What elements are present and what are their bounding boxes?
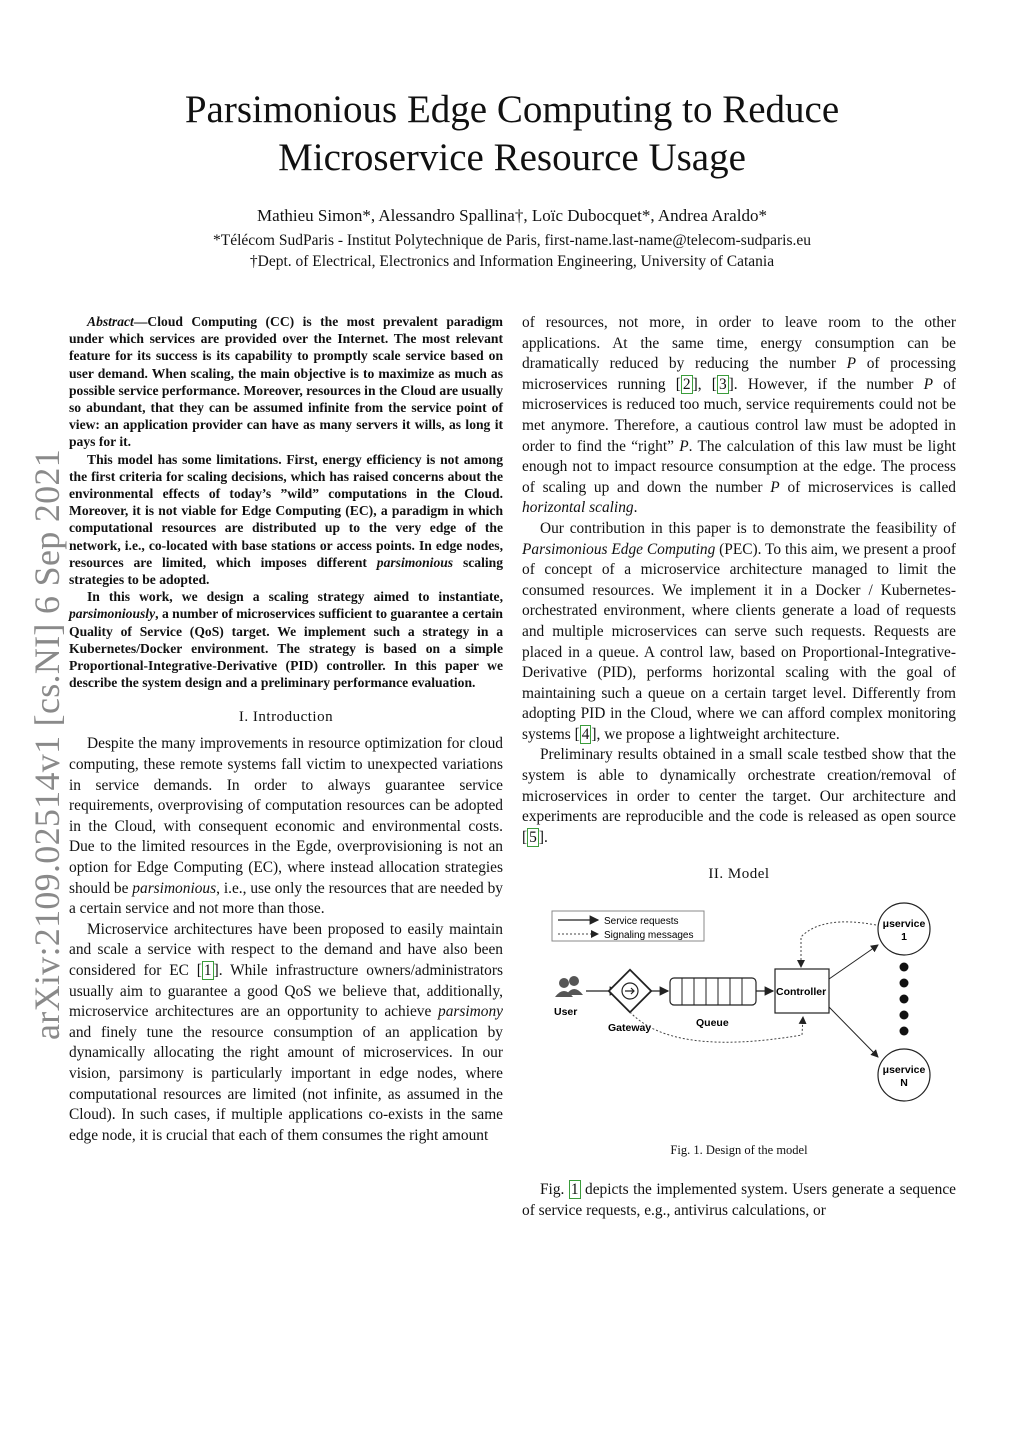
- abstract-p3-a: In this work, we design a scaling strategy aimed to instantiate,: [87, 589, 503, 605]
- gateway-label: Gateway: [608, 1022, 652, 1035]
- abstract-p3-b: , a number of microservices sufficient to guarantee a certain Quality of Service (QoS) target. We implement such a strategy in a Kubernetes/Docker environment. The strategy is based on a simple Proportional-Integrative-Derivative (PID) controller. In this paper we describe the system design and a preliminary performance evaluation.: [69, 606, 503, 691]
- figure-1-caption: Fig. 1. Design of the model: [670, 1143, 808, 1158]
- intro-p4-a: Preliminary results obtained in a small scale testbed show that the system is able to dynamically orchestrate creation/removal of microservices in order to center the target. Our architecture and experiments are reproducible and the code is released as open source [: [522, 746, 956, 846]
- intro-right-body: [522, 313, 956, 848]
- model-diagram-svg: [522, 897, 956, 1137]
- intro-cont-f: . The calculation of this law must be light enough not to impact resource consumption at the edge. The process of scaling up and down the number: [522, 437, 956, 496]
- abstract-p2-em: parsimonious: [376, 554, 454, 570]
- intro-p3-a: Our contribution in this paper is to demonstrate the feasibility of: [540, 519, 956, 537]
- ellipsis-dot: [900, 1027, 909, 1036]
- arrow-controller-service-n: [829, 1007, 878, 1057]
- model-body: [522, 1180, 956, 1221]
- var-p: P: [679, 437, 689, 455]
- figure-1-link[interactable]: 1: [570, 1181, 579, 1199]
- service-1-index: 1: [901, 931, 907, 944]
- abstract-p2-b: scaling strategies to be adopted.: [69, 554, 503, 588]
- intro-cont-em: horizontal scaling: [522, 499, 634, 517]
- intro-p3-b: (PEC). To this aim, we present a proof of concept of a microservice architecture managed to limit the consumed resources. We implement it in a Docker / Kubernetes-orchestrated environment, where clients generate a load of requests and multiple microservices can serve such requests. Requests are placed in a queue. A control law, based on Proportional-Integrative-Derivative (PID), performs horizontal scaling with the goal of maintaining such a queue on a certain target level. Differently from adopting PID in the Cloud, where we can afford complex monitoring systems [: [522, 540, 956, 743]
- citation-4-link[interactable]: 4: [581, 725, 590, 743]
- intro-p2-c: and finely tune the resource consumption of an application by dynamically allocating the right amount of microservices. In our vision, parsimony is particularly important in edge nodes, where computational resources are limited (not infinite, as assumed in the Cloud). In such cases, if multiple applications co-exists in the same edge node, it is crucial that each of them consumes the right amount: [69, 1023, 503, 1144]
- intro-cont-h: .: [633, 499, 638, 517]
- queue-icon: [670, 978, 756, 1005]
- intro-cont-d: ]. However, if the number: [728, 375, 924, 393]
- right-column: [522, 313, 956, 1222]
- queue-label: Queue: [696, 1017, 729, 1030]
- abstract-p2-a: This model has some limitations. First, energy efficiency is not among the first criteria for scaling decisions, which has raised concerns about the environmental effects of today’s ”wild” computations in the Cloud. Moreover, it is not viable for Edge Computing (EC), a paradigm in which computational resources are distributed up to the very edge of the network, i.e., co-located with base stations or access points. In edge nodes, resources are limited, which imposes different: [69, 451, 503, 570]
- signal-service-controller: [801, 922, 876, 967]
- controller-label: Controller: [776, 986, 827, 999]
- affiliation-2: †Dept. of Electrical, Electronics and Information Engineering, University of Catania: [249, 253, 775, 270]
- legend-signaling: Signaling messages: [604, 930, 694, 942]
- intro-cont-g: of microservices is called: [779, 478, 956, 496]
- var-p: P: [923, 375, 933, 393]
- affiliation-1: *Télécom SudParis - Institut Polytechnique de Paris, first-name.last-name@telecom-sudparis.eu: [213, 232, 811, 249]
- intro-p2-a: Microservice architectures have been proposed to easily maintain and scale a service with respect to the demand and have also been considered for EC [: [69, 920, 503, 979]
- model-p1-b: depicts the implemented system. Users generate a sequence of service requests, e.g., antivirus calculations, or: [522, 1181, 956, 1220]
- intro-p1-em: parsimonious: [132, 879, 217, 897]
- abstract-label: Abstract: [87, 314, 134, 329]
- user-icon: [555, 976, 583, 997]
- intro-left-body: [69, 734, 503, 1146]
- service-n-label: μservice: [882, 1064, 926, 1077]
- intro-p1-a: Despite the many improvements in resource optimization for cloud computing, these remote systems fall victim to unexpected variations in service demands. In order to always guarantee service requirements, overprovising of computation resources can be adopted in the Cloud, with consequent economic and environmental costs. Due to the limited resources in the Egde, overprovisioning is not an option for Edge Computing (EC), where instead allocation strategies should be: [69, 735, 503, 897]
- ellipsis-dot: [900, 963, 909, 972]
- abstract-p3-em: parsimoniously: [69, 606, 156, 622]
- citation-3-link[interactable]: 3: [718, 375, 727, 393]
- citation-1-link[interactable]: 1: [203, 962, 212, 979]
- gateway-icon: [609, 970, 651, 1012]
- section-heading-introduction: I. Introduction: [238, 709, 334, 726]
- intro-p3-em: Parsimonious Edge Computing: [522, 540, 716, 558]
- var-p: P: [846, 355, 857, 373]
- intro-cont-c: ], [: [692, 375, 717, 393]
- intro-p2-em: parsimony: [438, 1003, 503, 1021]
- arrow-controller-service-1: [829, 945, 878, 979]
- legend-service-requests: Service requests: [604, 916, 679, 928]
- title-line-2: Microservice Resource Usage: [278, 136, 746, 179]
- figure-1-diagram: [522, 897, 956, 1137]
- intro-cont-e: of microservices is reduced too much, service requirements could not be met anymore. Therefore, a cautious control law must be adopted in order to find the “right”: [522, 375, 957, 455]
- abstract-p1: Cloud Computing (CC) is the most prevalent paradigm under which services are provided over the Internet. The most relevant feature for its success is its capability to promptly scale service based on user demand. When scaling, the main objective is to maximize as much as possible service performance. Moreover, resources in the Cloud are usually so abundant, that they can be assumed infinite from the service point of view: an application provider can have as many servers it wills, as long it pays for it.: [69, 314, 503, 450]
- section-heading-model: II. Model: [708, 866, 770, 883]
- citation-2-link[interactable]: 2: [682, 375, 691, 393]
- paper-title: [0, 86, 1024, 182]
- ellipsis-dot: [900, 979, 909, 988]
- service-n-index: N: [900, 1077, 908, 1090]
- intro-p4-b: ].: [538, 828, 548, 846]
- arxiv-stamp: arXiv:2109.02514v1 [cs.NI] 6 Sep 2021: [27, 448, 67, 1040]
- intro-p2-b: ]. While infrastructure owners/administrators usually aim to guarantee a good QoS we believe that, additionally, microservice architectures are an opportunity to achieve: [69, 962, 503, 1021]
- ellipsis-dot: [900, 1011, 909, 1020]
- intro-cont-a: of resources, not more, in order to leave room to the other applications. At the same time, energy consumption can be dramatically reduced by reducing the number: [522, 314, 956, 373]
- abstract: Abstract—Cloud Computing (CC) is the most prevalent paradigm under which services are provided over the Internet. The most relevant feature for its success is its capability to promptly scale service based on user demand. When scaling, the main objective is to maximize as much as possible service performance. Moreover, resources in the Cloud are usually so abundant, that they can be assumed infinite from the service point of view: an application provider can have as many servers it wills, as long it pays for it. This model has some limitations. First, energy efficiency is not among the first criteria for scaling decisions, which has raised concerns about the environmental effects of today’s ”wild” computations in the Cloud. Moreover, it is not viable for Edge Computing (EC), a paradigm in which computational resources are distributed up to the very edge of the network, i.e., co-located with base stations or access points. In edge nodes, resources are limited, which imposes different parsimonious scaling strategies to be adopted. In this work, we design a scaling strategy aimed to instantiate, parsimoniously, a number of microservices sufficient to guarantee a certain Quality of Service (QoS) target. We implement such a strategy in a Kubernetes/Docker environment. The strategy is based on a simple Proportional-Integrative-Derivative (PID) controller. In this paper we describe the system design and a preliminary performance evaluation.: [69, 314, 503, 691]
- title-line-1: Parsimonious Edge Computing to Reduce: [184, 88, 840, 131]
- authors: Mathieu Simon*, Alessandro Spallina†, Loïc Dubocquet*, Andrea Araldo*: [257, 206, 767, 225]
- user-label: User: [554, 1006, 578, 1019]
- var-p: P: [770, 478, 780, 496]
- intro-p3-c: ], we propose a lightweight architecture.: [591, 725, 840, 743]
- citation-5-link[interactable]: 5: [529, 828, 537, 846]
- intro-cont-b: of processing microservices running [: [522, 355, 956, 393]
- model-p1-a: Fig.: [540, 1181, 569, 1199]
- left-column: [69, 313, 503, 1146]
- ellipsis-dot: [900, 995, 909, 1004]
- intro-p1-b: , i.e., use only the resources that are needed by a certain service and not more than those.: [69, 879, 503, 918]
- service-1-label: μservice: [882, 918, 926, 931]
